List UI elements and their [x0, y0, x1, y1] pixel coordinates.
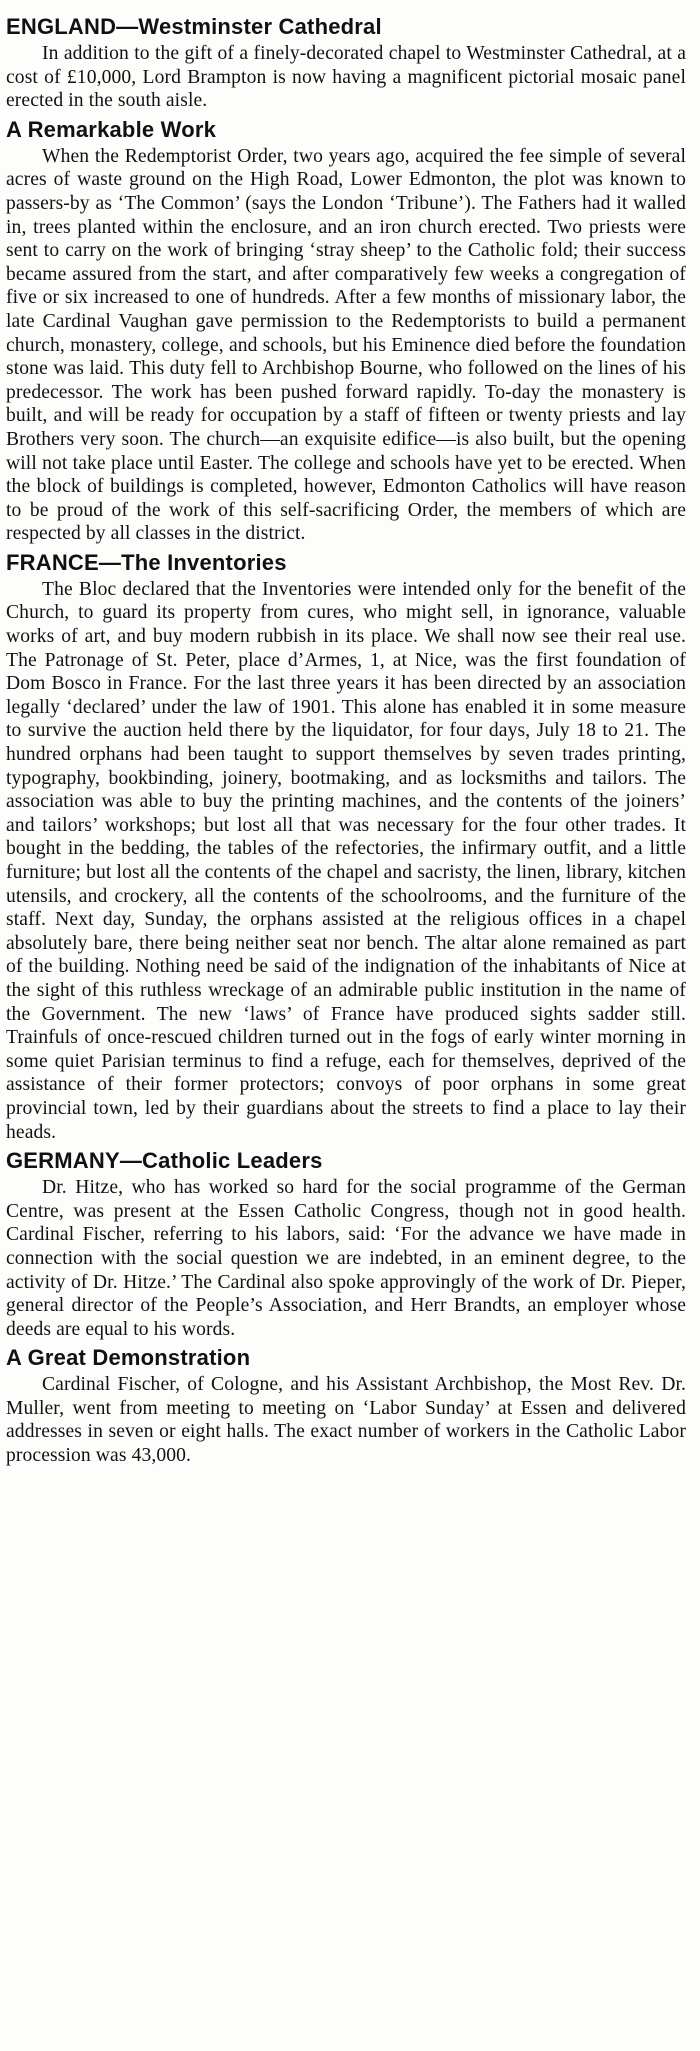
section-france-the-inventories [6, 550, 686, 1144]
section-body: When the Redemptorist Order, two years ago, acquired the fee simple of several acres of waste ground on the High Road, Lower Edmonton, the plot was known to passers-by as ‘The Common’ (says the London ‘Tribune’). The Fathers had it walled in, trees planted within the enclosure, and an iron church erected. Two priests were sent to carry on the work of bringing ‘stray sheep’ to the Catholic fold; their success became assured from the start, and after comparatively few weeks a congregation of five or six increased to one of hundreds. After a few months of missionary labor, the late Cardinal Vaughan gave permission to the Redemptorists to build a permanent church, monastery, college, and schools, but his Eminence died before the foundation stone was laid. This duty fell to Archbishop Bourne, who followed on the lines of his predecessor. The work has been pushed forward rapidly. To-day the monastery is built, and will be ready for occupation by a staff of fifteen or twenty priests and lay Brothers very soon. The church—an exquisite edifice—is also built, but the opening will not take place until Easter. The college and schools have yet to be erected. When the block of buildings is completed, however, Edmonton Catholics will have reason to be proud of the work of this self-sacrificing Order, the members of which are respected by all classes in the district. [6, 145, 686, 545]
section-body: Dr. Hitze, who has worked so hard for the social programme of the German Centre, was present at the Essen Catholic Congress, though not in good health. Cardinal Fischer, referring to his labors, said: ‘For the advance we have made in connection with the social question we are indebted, in an eminent degree, to the activity of Dr. Hitze.’ The Cardinal also spoke approvingly of the work of Dr. Pieper, general director of the People’s Association, and Herr Brandts, an employer whose deeds are equal to his words. [6, 1177, 686, 1340]
section-a-great-demonstration [6, 1345, 686, 1467]
section-heading: A Great Demonstration [6, 1345, 251, 1371]
section-body: The Bloc declared that the Inventories were intended only for the benefit of the Church, to guard its property from cures, who might sell, in ignorance, valuable works of art, and buy modern rubbish in its place. We shall now see their real use. The Patronage of St. Peter, place d’Armes, 1, at Nice, was the first foundation of Dom Bosco in France. For the last three years it has been directed by an association legally ‘declared’ under the law of 1901. This alone has enabled it in some measure to survive the auction held there by the liquidator, for four days, July 18 to 21. The hundred orphans had been taught to support themselves by seven trades printing, typography, bookbinding, joinery, bootmaking, and as locksmiths and tailors. The association was able to buy the printing machines, and the contents of the joiners’ and tailors’ workshops; but lost all that was necessary for the four other trades. It bought in the bedding, the tables of the refectories, the infirmary outfit, and a little furniture; but lost all the contents of the chapel and sacristy, the linen, library, kitchen utensils, and crockery, all the contents of the schoolrooms, and the furniture of the staff. Next day, Sunday, the orphans assisted at the religious offices in a chapel absolutely bare, there being neither seat nor bench. The altar alone remained as part of the building. Nothing need be said of the indignation of the inhabitants of Nice at the sight of this ruthless wreckage of an admirable public institution in the name of the Government. The new ‘laws’ of France have produced sights sadder still. Trainfuls of once-rescued children turned out in the fogs of early winter morning in some quiet Parisian terminus to find a refuge, each for themselves, deprived of the assistance of their former protectors; convoys of poor orphans in some great provincial town, led by their guardians about the streets to find a place to lay their heads. [6, 578, 686, 1143]
section-a-remarkable-work [6, 117, 686, 546]
section-germany-catholic-leaders [6, 1148, 686, 1341]
section-heading: GERMANY—Catholic Leaders [6, 1148, 323, 1174]
section-heading: ENGLAND—Westminster Cathedral [6, 14, 382, 39]
section-body: Cardinal Fischer, of Cologne, and his Assistant Archbishop, the Most Rev. Dr. Muller, went from meeting to meeting on ‘Labor Sunday’ at Essen and delivered addresses in seven or eight halls. The exact number of workers in the Catholic Labor procession was 43,000. [6, 1374, 686, 1467]
section-heading: FRANCE—The Inventories [6, 549, 287, 575]
section-heading: A Remarkable Work [6, 116, 217, 142]
section-body: In addition to the gift of a finely-decorated chapel to Westminster Cathedral, at a cost of £10,000, Lord Brampton is now having a magnificent pictorial mosaic panel erected in the south aisle. [6, 43, 686, 112]
section-england-westminster-cathedral [6, 14, 686, 113]
